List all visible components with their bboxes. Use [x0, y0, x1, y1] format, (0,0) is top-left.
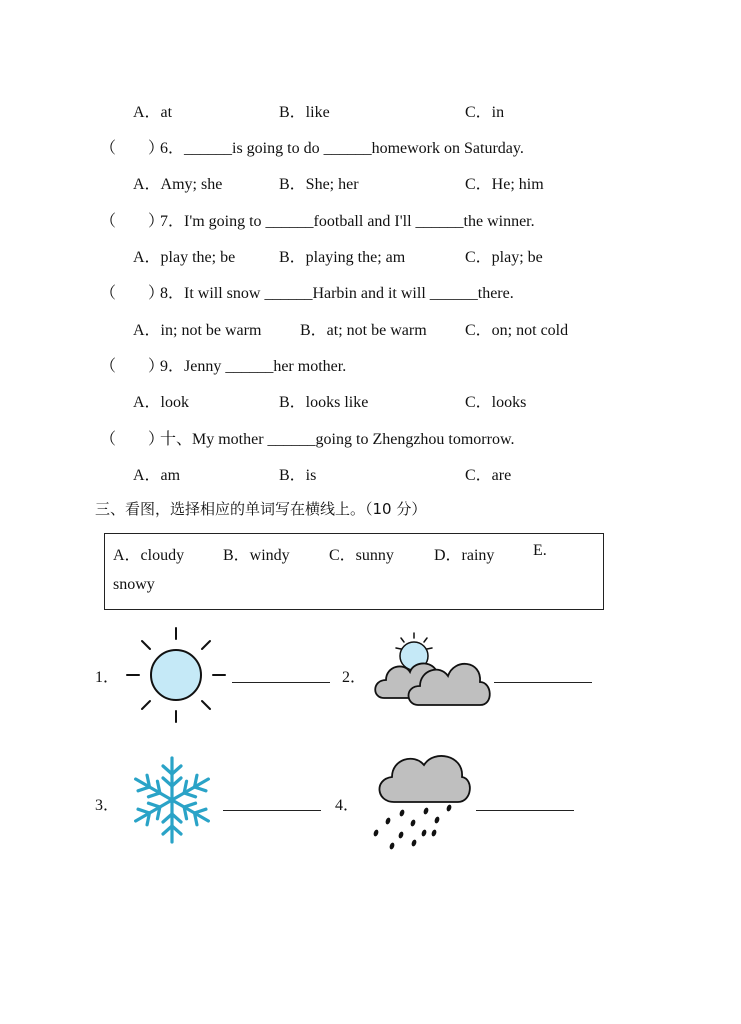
q8-stem: 8．It will snow ______Harbin and it will ______there. [160, 285, 514, 302]
word-bank-windy: B．windy [223, 547, 290, 564]
q7-option-c: C．play; be [465, 249, 543, 266]
q6-option-b: B．She; her [279, 176, 359, 193]
q7-stem: 7．I'm going to ______football and I'll ______the winner. [160, 213, 535, 230]
q8-option-a: A．in; not be warm [133, 322, 262, 339]
q10-option-c: C．are [465, 467, 512, 484]
q8-option-b: B．at; not be warm [300, 322, 427, 339]
q9-option-c: C．looks [465, 394, 527, 411]
q10-option-a: A．am [133, 467, 181, 484]
q6-option-c: C．He; him [465, 176, 544, 193]
q8-option-c: C．on; not cold [465, 322, 569, 339]
word-bank-sunny: C．sunny [329, 547, 394, 564]
word-bank-e-label: E. [533, 542, 547, 559]
q9-option-a: A．look [133, 394, 190, 411]
q7-option-a: A．play the; be [133, 249, 236, 266]
picture-3-answer-line[interactable] [223, 810, 321, 811]
q6-option-a: A．Amy; she [133, 176, 223, 193]
q7-option-b: B．playing the; am [279, 249, 406, 266]
q10-option-b: B．is [279, 467, 317, 484]
q5-option-c: C．in [465, 104, 505, 121]
sun-icon [122, 625, 232, 725]
picture-2-number: 2． [342, 669, 367, 686]
rain-cloud-icon [364, 745, 474, 853]
word-bank-box [104, 533, 604, 610]
q5-option-a: A．at [133, 104, 173, 121]
q9-stem: 9．Jenny ______her mother. [160, 358, 347, 375]
word-bank-cloudy: A．cloudy [113, 547, 185, 564]
q6-answer-paren: （ ） [100, 140, 165, 157]
q7-answer-paren: （ ） [100, 213, 165, 230]
picture-1-answer-line[interactable] [232, 682, 330, 683]
section3-title: 三、看图，选择相应的单词写在横线上。（10 分） [95, 500, 427, 518]
q6-stem: 6．______is going to do ______homework on Saturday. [160, 140, 524, 157]
q10-answer-paren: （ ） [100, 431, 165, 448]
snowflake-icon [124, 755, 220, 845]
q8-answer-paren: （ ） [100, 285, 165, 302]
cloudy-icon [370, 628, 495, 710]
picture-4-number: 4． [335, 797, 360, 814]
picture-4-answer-line[interactable] [476, 810, 574, 811]
q9-answer-paren: （ ） [100, 358, 165, 375]
q5-option-b: B．like [279, 104, 330, 121]
picture-2-answer-line[interactable] [494, 682, 592, 683]
picture-1-number: 1． [95, 669, 120, 686]
q9-option-b: B．looks like [279, 394, 369, 411]
word-bank-rainy: D．rainy [434, 547, 495, 564]
q10-stem: 十、My mother ______going to Zhengzhou tomorrow. [160, 431, 515, 448]
word-bank-snowy: snowy [113, 576, 155, 593]
picture-3-number: 3． [95, 797, 120, 814]
